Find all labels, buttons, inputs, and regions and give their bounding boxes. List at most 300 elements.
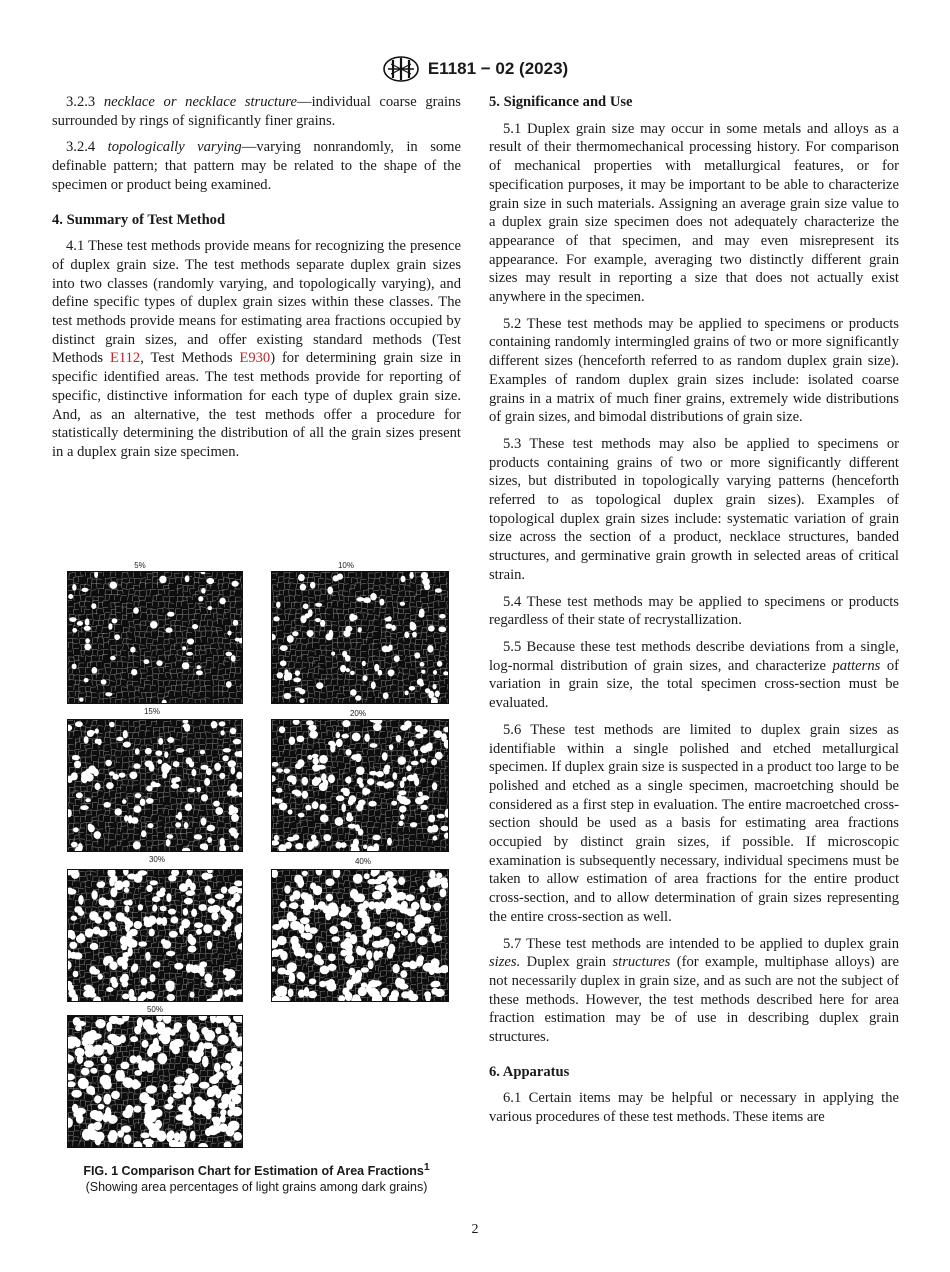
light-grain [292,631,298,636]
paragraph-5-1: 5.1 Duplex grain size may occur in some metals and alloys as a result of their thermomechanical processing history. For comparison of mechanical properties with metallurgical features, or for specification purposes, it may be important to be able to characterize grain size in such materials. Assigning an average grain size value to a duplex grain size specimen does not adequately characterize the appearance of that specimen, and may even misrepresent its appearance. For example, averaging two distinctly different grain sizes may result in reporting a size that does not actually exist anywhere in the specimen. [489,120,899,306]
light-grain [319,981,326,988]
light-grain [305,805,311,811]
light-grain [411,761,419,766]
light-grain [421,670,425,674]
light-grain [308,755,313,760]
light-grain [398,821,403,826]
light-grain [402,962,411,968]
light-grain [214,763,221,771]
light-grain [311,839,318,846]
light-grain [73,952,82,959]
caption-title [52,1160,461,1179]
light-grain [130,647,135,653]
light-grain [91,969,100,975]
light-grain [176,1076,185,1083]
light-grain [343,789,350,796]
light-grain [372,891,382,900]
light-grain [84,985,93,991]
light-grain [175,1114,185,1120]
light-grain [315,603,322,607]
grain-panel-30-percent [67,869,243,1002]
light-grain [100,1075,111,1086]
light-grain [429,870,435,879]
light-grain [167,994,175,1001]
light-grain [323,834,331,841]
light-grain [144,659,150,664]
light-grain [363,597,371,603]
light-grain [215,894,224,900]
section-4-heading: 4. Summary of Test Method [52,211,226,228]
light-grain [95,917,102,924]
light-grain [228,811,233,816]
light-grain [427,826,433,833]
light-grain [358,987,367,997]
light-grain [341,804,346,813]
light-grain [96,1111,103,1122]
light-grain [197,665,201,669]
light-grain [198,904,206,911]
light-grain [368,801,376,807]
light-grain [84,736,89,743]
light-grain [205,1128,211,1136]
light-grain [298,574,305,581]
light-grain [84,1060,94,1067]
light-grain [363,675,368,681]
paragraph-text: of variation in grain size, the total specimen cross-section must be evaluated. [489,657,899,712]
light-grain [97,882,105,888]
light-grain [140,1132,149,1138]
light-grain [104,1064,111,1073]
light-grain [190,992,195,998]
light-grain [148,916,156,925]
light-grain [120,1035,126,1043]
light-grain [78,895,83,905]
light-grain [207,578,215,584]
grain-micrograph [272,720,448,851]
light-grain [302,791,309,799]
light-grain [233,893,240,902]
light-grain [131,669,137,675]
light-grain [427,742,432,748]
light-grain [222,1017,231,1024]
light-grain [229,1101,236,1109]
light-grain [308,725,316,732]
light-grain [93,1045,104,1056]
light-grain [400,602,406,606]
light-grain [135,793,142,798]
light-grain [376,781,385,786]
light-grain [182,1084,191,1095]
light-grain [161,939,166,945]
light-grain [208,898,215,904]
light-grain [286,672,292,680]
light-grain [90,943,99,950]
light-grain [203,924,212,933]
light-grain [106,1022,112,1032]
light-grain [146,786,153,792]
light-grain [274,799,282,804]
light-grain [84,678,89,682]
light-grain [105,692,112,696]
light-grain [420,746,429,754]
light-grain [171,784,179,789]
light-grain [140,799,146,806]
light-grain [342,734,349,739]
light-grain [288,809,293,814]
light-grain [147,1123,158,1131]
light-grain [435,691,440,698]
light-grain [81,1068,90,1076]
light-grain [374,664,379,672]
light-grain [383,692,389,699]
light-grain [353,839,359,847]
light-grain [398,756,406,765]
page-number: 2 [471,1222,479,1237]
light-grain [230,789,237,797]
panel-label-40: 40% [354,857,371,866]
light-grain [437,661,443,667]
light-grain [173,761,180,767]
light-grain [298,990,305,998]
light-grain [110,926,117,932]
light-grain [415,733,423,738]
light-grain [233,845,239,851]
light-grain [332,905,338,916]
light-grain [186,1068,193,1074]
light-grain [222,755,228,761]
light-grain [125,923,130,932]
footnote-marker: 1 [423,1162,430,1173]
paragraph-text: Duplex grain [520,954,613,971]
light-grain [211,721,218,728]
light-grain [287,635,294,643]
light-grain [297,972,305,980]
light-grain [194,834,202,839]
light-grain [288,989,294,998]
light-grain [358,627,362,633]
grain-panel-20-percent [271,719,449,852]
light-grain [335,817,344,826]
light-grain [290,895,295,901]
light-grain [432,782,437,790]
light-grain [107,1034,117,1041]
light-grain [231,1094,239,1102]
light-grain [200,844,206,850]
light-grain [387,838,392,846]
light-grain [201,817,207,825]
light-grain [145,748,152,755]
light-grain [431,759,437,766]
light-grain [71,1090,82,1098]
caption-subtitle: (Showing area percentages of light grains among dark grains) [85,1180,428,1195]
light-grain [126,931,132,940]
light-grain [368,960,374,969]
light-grain [391,801,397,806]
light-grain [88,825,95,833]
light-grain [88,1033,99,1041]
light-grain [434,904,440,911]
panel-label-5: 5% [134,561,146,570]
paragraph-3-2-4 [52,138,461,194]
light-grain [349,795,356,803]
light-grain [124,888,129,893]
light-grain [85,798,90,802]
light-grain [371,682,376,690]
light-grain [141,830,146,837]
light-grain [400,814,404,820]
light-grain [272,762,279,767]
light-grain [213,1074,222,1080]
light-grain [171,916,179,923]
light-grain [76,792,83,798]
light-grain [402,777,407,782]
clause-number: 3.2.4 [66,139,96,156]
light-grain [435,752,443,760]
light-grain [182,724,189,728]
light-grain [176,748,184,753]
light-grain [117,957,124,966]
light-grain [77,621,83,626]
light-grain [402,798,411,805]
reference-link-e930[interactable]: E930 [239,350,271,367]
light-grain [186,890,196,896]
light-grain [207,606,212,610]
paragraph-6-1: 6.1 Certain items may be helpful or necessary in applying the various procedures of these test methods. These items are [489,1090,899,1126]
panel-label-20: 20% [349,709,366,718]
light-grain [110,961,118,970]
light-grain [392,772,397,780]
light-grain [299,698,304,703]
light-grain [295,922,301,929]
light-grain [159,576,166,584]
figure-1 [52,558,461,1153]
light-grain [421,572,428,579]
light-grain [362,915,370,924]
light-grain [316,959,324,965]
light-grain [114,634,120,640]
light-grain [101,1056,108,1064]
light-grain [94,1095,101,1103]
light-grain [377,875,387,882]
light-grain [79,698,83,702]
paragraph-text: 5.5 Because these test methods describe deviations from a single, log-normal distribution of grain sizes, and characterize [489,638,899,674]
light-grain [133,805,141,812]
light-grain [412,632,417,638]
light-grain [166,839,171,847]
light-grain [103,958,109,966]
light-grain [356,766,365,775]
light-grain [437,814,445,819]
light-grain [361,967,369,973]
light-grain [401,576,406,583]
light-grain [230,728,236,735]
light-grain [279,726,285,733]
light-grain [124,815,128,822]
light-grain [106,782,113,789]
light-grain [167,737,174,743]
light-grain [182,646,186,650]
light-grain [313,758,319,765]
light-grain [439,889,446,898]
light-grain [325,878,334,886]
light-grain [164,751,168,758]
light-grain [388,671,394,676]
light-grain [178,812,183,820]
grain-micrograph [68,1016,242,1147]
light-grain [147,1048,153,1057]
light-grain [273,616,279,621]
light-grain [433,670,437,675]
light-grain [367,879,377,885]
light-grain [95,728,99,733]
light-grain [147,823,153,828]
light-grain [157,1131,167,1142]
grain-micrograph [68,572,242,703]
light-grain [295,670,300,676]
light-grain [115,808,122,815]
light-grain [73,827,79,832]
light-grain [300,917,310,924]
light-grain [322,905,329,913]
light-grain [352,973,362,983]
light-grain [85,774,93,782]
paragraph-5-4: 5.4 These test methods may be applied to specimens or products regardless of their state of recrystallization. [489,593,899,629]
light-grain [305,924,311,933]
light-grain [428,815,435,823]
light-grain [346,668,350,672]
light-grain [91,1068,98,1074]
light-grain [95,739,100,744]
light-grain [75,1048,85,1057]
light-grain [342,720,350,727]
light-grain [420,662,425,667]
light-grain [119,1070,125,1081]
light-grain [214,1063,220,1073]
light-grain [188,1073,199,1084]
light-grain [297,759,304,767]
reference-link-e112[interactable]: E112 [109,350,141,367]
light-grain [211,912,218,920]
light-grain [232,581,239,587]
light-grain [166,893,171,902]
panel-label-10: 10% [337,561,354,570]
light-grain [169,931,178,938]
light-grain [213,930,220,936]
light-grain [235,751,241,756]
paragraph-5-2: 5.2 These test methods may be applied to specimens or products containing randomly intermingled grains of two or more significantly different sizes (henceforth referred to as random duplex grain size). Examples of random duplex grain sizes include: isolated coarse grains in a matrix of much finer grains, extremely wide distributions of grain sizes, and bimodal distributions of grain size. [489,315,899,426]
light-grain [112,618,118,623]
light-grain [199,1082,210,1089]
light-grain [130,1036,138,1042]
light-grain [73,971,79,978]
light-grain [394,932,400,938]
light-grain [409,686,415,691]
light-grain [327,587,333,595]
paragraph-text: ) for determining grain size in specific identified areas. The test methods provide for reporting of specific, distinctive information for each type of duplex grain size. And, as an alternative, the test methods offer a procedure for statistically determining the distribution of all the grain sizes present in a duplex grain size specimen. [52,350,461,460]
light-grain [161,763,169,771]
light-grain [215,807,223,815]
light-grain [175,822,181,827]
light-grain [167,834,174,839]
light-grain [135,748,140,755]
light-grain [85,928,93,937]
light-grain [308,633,313,637]
light-grain [155,750,162,756]
light-grain [156,660,162,666]
grain-panel-10-percent [271,571,449,704]
light-grain [123,900,130,905]
light-grain [350,615,358,621]
grain-micrograph [272,572,448,703]
light-grain [190,1031,200,1042]
light-grain [116,737,123,741]
light-grain [400,725,408,731]
light-grain [328,954,336,962]
light-grain [309,978,316,984]
light-grain [78,933,84,941]
light-grain [351,754,359,760]
light-grain [231,655,236,662]
light-grain [112,981,119,988]
light-grain [398,877,405,885]
light-grain [345,932,351,938]
light-grain [146,991,155,999]
light-grain [179,883,188,892]
section-5-heading: 5. Significance and Use [489,94,633,110]
light-grain [219,773,225,779]
light-grain [108,1115,118,1124]
light-grain [133,841,141,849]
light-grain [95,783,101,790]
light-grain [165,627,172,632]
grain-micrograph [272,870,448,1001]
light-grain [434,730,443,738]
light-grain [284,768,291,773]
light-grain [227,1073,237,1081]
light-grain [148,1098,155,1106]
light-grain [231,814,239,822]
light-grain [320,620,325,627]
light-grain [344,938,352,948]
light-grain [196,787,201,792]
light-grain [361,923,369,930]
light-grain [406,765,411,771]
light-grain [204,778,210,786]
section-6-heading: 6. Apparatus [489,1063,570,1080]
light-grain [408,933,416,942]
light-grain [427,645,433,653]
light-grain [340,665,346,672]
light-grain [98,1104,105,1110]
light-grain [288,977,295,983]
light-grain [389,744,394,750]
light-grain [328,741,335,746]
light-grain [109,877,115,887]
light-grain [109,771,115,775]
light-grain [370,593,377,600]
page-header [0,56,950,82]
light-grain [187,788,195,792]
light-grain [321,773,326,781]
light-grain [101,679,107,684]
light-grain [313,905,319,911]
light-grain [207,941,212,950]
grain-panel-40-percent [271,869,449,1002]
defined-term: necklace or necklace structure [103,94,297,110]
light-grain [310,582,315,589]
light-grain [197,1044,203,1052]
light-grain [284,693,292,699]
